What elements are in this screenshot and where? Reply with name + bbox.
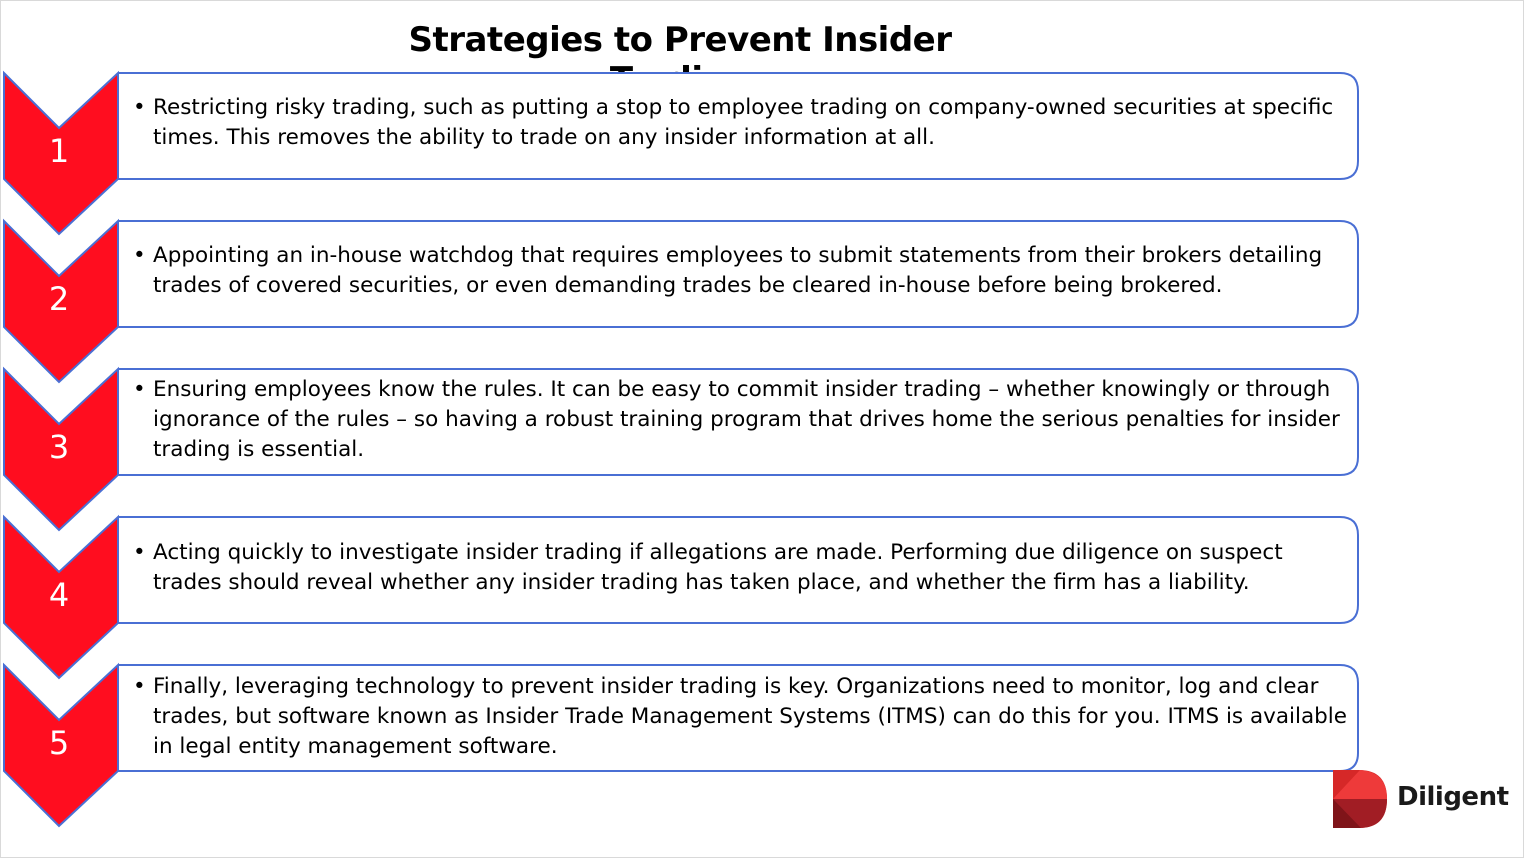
bullet-dot-icon: • <box>133 674 146 699</box>
step-text-4 <box>133 538 1348 598</box>
step-description: Finally, leveraging technology to prevent insider trading is key. Organizations need to monitor, log and clear trades, but software known as Insider Trade Management Systems (ITMS) can do this for you. ITMS is available in legal entity management software. <box>153 674 1348 759</box>
step-text-5 <box>133 672 1348 762</box>
diligent-logo <box>1333 770 1513 830</box>
bullet-dot-icon: • <box>133 95 146 120</box>
step-description: Acting quickly to investigate insider trading if allegations are made. Performing due diligence on suspect trades should reveal whether any insider trading has taken place, and whether the firm has a liability. <box>153 540 1283 595</box>
step-description: Ensuring employees know the rules. It can be easy to commit insider trading – whether knowingly or through ignorance of the rules – so having a robust training program that drives home the serious penalties for insider trading is essential. <box>153 377 1340 462</box>
step-text-3 <box>133 375 1348 465</box>
step-description: Appointing an in-house watchdog that requires employees to submit statements from their brokers detailing trades of covered securities, or even demanding trades be cleared in-house before being brokered. <box>153 243 1323 298</box>
bullet-dot-icon: • <box>133 540 146 565</box>
step-number-1: 1 <box>48 132 70 170</box>
bullet-dot-icon: • <box>133 377 146 402</box>
step-number-5: 5 <box>48 724 70 762</box>
step-number-4: 4 <box>48 576 70 614</box>
step-description: Restricting risky trading, such as putting a stop to employee trading on company-owned securities at specific times. This removes the ability to trade on any insider information at all. <box>153 95 1334 150</box>
page-title: Strategies to Prevent Insider <box>408 20 952 60</box>
step-text-1 <box>133 93 1348 153</box>
diligent-logo-icon <box>1333 770 1389 828</box>
step-number-2: 2 <box>48 280 70 318</box>
bullet-dot-icon: • <box>133 243 146 268</box>
step-text-2 <box>133 241 1348 301</box>
logo-wordmark: Diligent <box>1397 782 1509 812</box>
step-number-3: 3 <box>48 428 70 466</box>
